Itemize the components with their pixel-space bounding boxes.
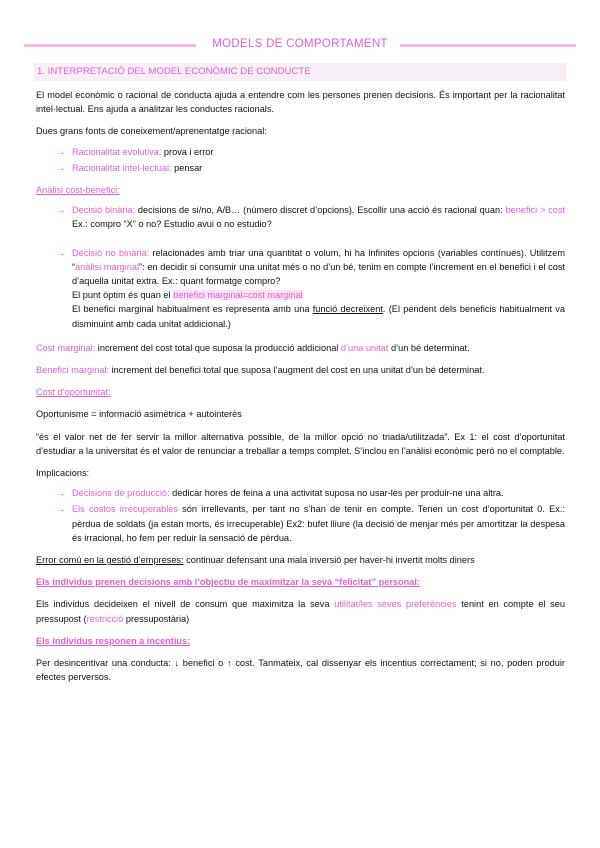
item-label: Racionalitat evolutiva: xyxy=(72,146,162,157)
spacer xyxy=(36,234,565,246)
optimum-highlight: benefici marginal=cost marginal xyxy=(173,290,303,301)
item-text: prova i error xyxy=(161,146,214,157)
arrow-icon: → xyxy=(56,205,66,216)
implication-item xyxy=(36,502,565,545)
binary-condition: benefici > cost xyxy=(502,205,565,216)
marginal-benefit-label: Benefici marginal: xyxy=(36,365,110,376)
binary-example: Ex.: compro “X” o no? Estudio avui o no estudio? xyxy=(72,219,272,230)
item-text: pensar xyxy=(171,162,203,173)
marginal-cost-unit: d’una unitat xyxy=(340,342,389,353)
list-item xyxy=(36,145,565,159)
implication-label: Decisions de producció: xyxy=(72,488,170,499)
sources-paragraph: Dues grans fonts de coneixement/aprenentatge racional: xyxy=(36,126,267,137)
implication-label: Els costos irrecuperables xyxy=(72,504,178,515)
spacer xyxy=(36,333,565,341)
marginal-cost-text: increment del cost total que suposa la producció addicional xyxy=(95,342,341,353)
incentives-heading-text: Els individus responen a incentius: xyxy=(36,635,191,646)
marginal-analysis-term: anàlisi marginal xyxy=(75,261,140,272)
maximize-text-2: tenint en compte el seu pressupost ( xyxy=(36,599,565,624)
non-binary-text-4: . (El pendent dels beneficis habitualment va disminuint amb cada unitat addicional.) xyxy=(72,304,565,329)
non-binary-decision-item xyxy=(36,246,565,331)
common-error-paragraph xyxy=(36,553,565,567)
list-item xyxy=(36,161,565,175)
arrow-icon: → xyxy=(56,146,66,157)
cost-benefit-heading xyxy=(36,183,565,197)
arrow-icon: → xyxy=(56,162,66,173)
marginal-cost-paragraph xyxy=(36,341,565,355)
maximize-text: Els individus decideixen el nivell de consum que maximitza la seva xyxy=(36,599,335,610)
binary-label: Decisió binària: xyxy=(72,205,136,216)
restriction-term: restricció xyxy=(86,613,124,624)
cost-benefit-heading-text: Anàlisi cost-benefici: xyxy=(36,185,120,196)
maximize-text-3: pressupostària) xyxy=(123,613,190,624)
binary-decision-item xyxy=(36,203,565,231)
opportunity-quote: “és el valor net de fer servir la millor alternativa possible, de la millor opció no triada/utilitzada”. Ex 1: el cost d’oportunitat d’estudiar a la universitat és el valor de renunciar a treballar a temps complet. S’inclou en l’anàlisi econòmic però no el comptable. xyxy=(36,431,565,456)
implication-text: són irrellevants, per tant no s’han de tenir en compte. Tenen un cost d’oportunitat 0. Ex.: pèrdua de soldats (ja estan morts, és irrecuperable) Ex2: bufet lliure (la decisió de menjar més per amortitzar la despesa és irracional, ho fem per reduir la sensació de pèrdua. xyxy=(72,504,565,543)
arrow-icon: → xyxy=(56,247,66,258)
content xyxy=(36,88,565,693)
non-binary-text-2: ”: en decidir si consumir una unitat més o no d’un bé, tenim en compte l’increment en el benefici i el cost d’aquella unitat extra. Ex.: quant formatge compro? xyxy=(72,261,565,287)
implications-label: Implicacions: xyxy=(36,468,90,479)
decreasing-function-term: funció decreixent xyxy=(312,304,383,315)
opportunity-heading-text: Cost d’oportunitat: xyxy=(36,387,111,398)
implication-text: dedicar hores de feina a una activitat suposa no usar-les per produir-ne una altra. xyxy=(169,488,504,499)
maximize-paragraph xyxy=(36,597,565,625)
marginal-cost-label: Cost marginal: xyxy=(36,342,96,353)
item-label: Racionalitat intel·lectual: xyxy=(72,162,172,173)
arrow-icon: → xyxy=(56,504,66,515)
intro-paragraph: El model econòmic o racional de conducta ajuda a entendre com les persones prenen decisions. És important per la racionalitat intel·lectual. Ens ajuda a analitzar les conductes racionals. xyxy=(36,90,565,115)
utility-term: utilitat/les seves preferències xyxy=(334,599,457,610)
page-title: MODELS DE COMPORTAMENT xyxy=(212,38,388,50)
optimum-prefix: El punt òptim és quan el xyxy=(72,290,174,301)
title-rule-right xyxy=(400,44,576,47)
maximize-heading-text: Els individus prenen decisions amb l’objectiu de maximitzar la seva “felicitat” personal: xyxy=(36,577,420,588)
common-error-label: Error comú en la gestió d’empreses: xyxy=(36,555,184,566)
incentives-heading xyxy=(36,634,565,648)
incentives-paragraph: Per desincentivar una conducta: ↓ benefici o ↑ cost. Tanmateix, cal dissenyar els incentius correctament; si no, poden produir efectes perversos. xyxy=(36,658,565,683)
non-binary-label: Decisió no binària: xyxy=(72,247,150,258)
marginal-cost-text-2: d’un bé determinat. xyxy=(388,342,470,353)
non-binary-text: relacionades amb triar una quantitat o volum, hi ha infinites opcions (variables contínues). Utilitzem “ xyxy=(72,247,565,272)
binary-text: decisions de si/no, A/B… (número discret d’opcions). Escollir una acció és racional quan: xyxy=(135,205,503,216)
section-heading: 1. INTERPRETACIÓ DEL MODEL ECONÒMIC DE CONDUCTE xyxy=(37,66,311,77)
marginal-benefit-text: increment del benefici total que suposa l’augment del cost en una unitat d’un bé determinat. xyxy=(109,365,485,376)
maximize-heading xyxy=(36,575,565,589)
opportunity-heading xyxy=(36,385,565,399)
non-binary-text-3: El benefici marginal habitualment es representa amb una xyxy=(72,304,313,315)
title-row xyxy=(24,38,576,54)
opportunism-formula: Oportunisme = informació asimètrica + autointerès xyxy=(36,409,242,420)
marginal-benefit-paragraph xyxy=(36,363,565,377)
implication-item xyxy=(36,486,565,500)
arrow-icon: → xyxy=(56,488,66,499)
common-error-text: continuar defensant una mala inversió per haver-hi invertit molts diners xyxy=(183,555,475,566)
